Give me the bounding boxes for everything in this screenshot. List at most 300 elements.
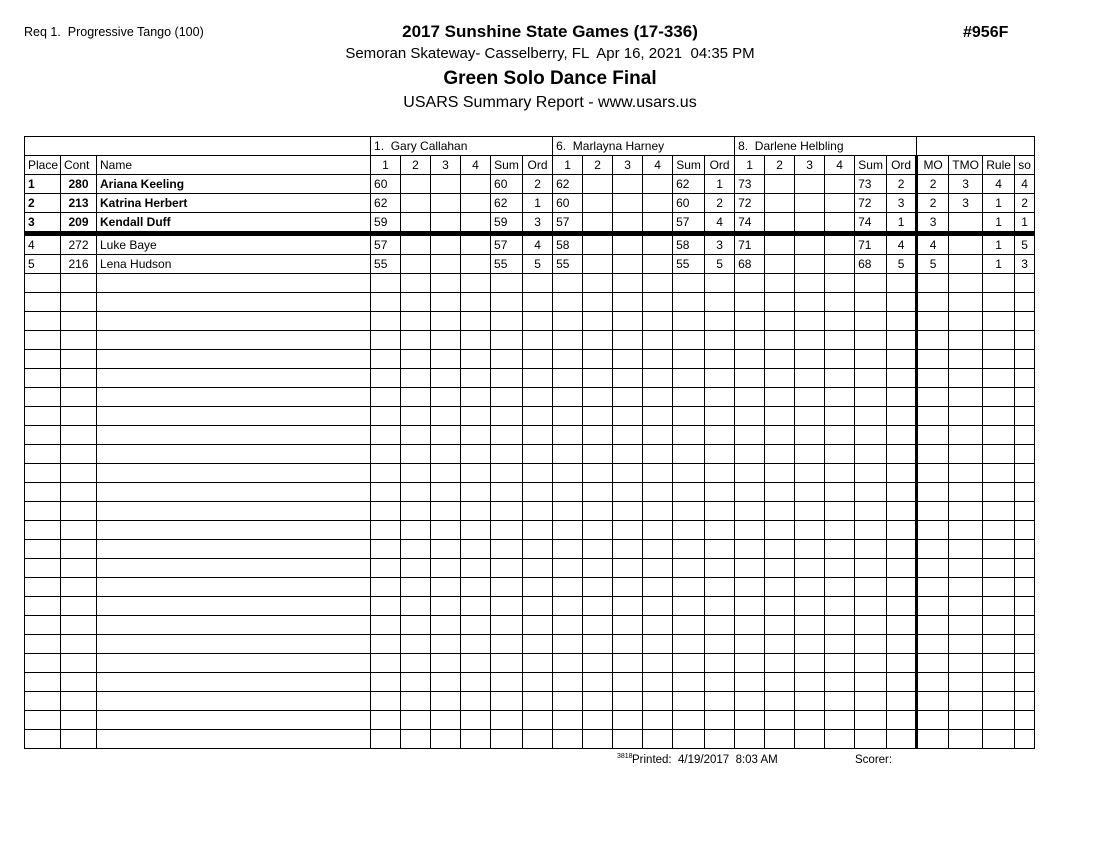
empty-cell	[825, 293, 855, 312]
empty-cell	[523, 312, 553, 331]
cell-j2-score2	[583, 194, 613, 213]
empty-cell	[401, 483, 431, 502]
cell-mo: 4	[917, 234, 949, 255]
empty-cell	[887, 483, 917, 502]
cell-j3-score1: 74	[735, 213, 765, 234]
empty-cell	[401, 464, 431, 483]
empty-cell	[61, 350, 97, 369]
cell-j1-score4	[461, 175, 491, 194]
empty-cell	[949, 559, 983, 578]
empty-cell	[553, 369, 583, 388]
empty-cell	[613, 635, 643, 654]
empty-cell	[401, 559, 431, 578]
empty-cell	[705, 616, 735, 635]
empty-cell	[431, 388, 461, 407]
empty-cell	[523, 616, 553, 635]
empty-cell	[523, 293, 553, 312]
empty-cell	[25, 502, 61, 521]
empty-cell	[917, 293, 949, 312]
empty-cell	[25, 578, 61, 597]
empty-cell	[643, 540, 673, 559]
empty-row	[25, 578, 1035, 597]
empty-row	[25, 312, 1035, 331]
empty-cell	[765, 673, 795, 692]
empty-cell	[583, 521, 613, 540]
empty-cell	[1015, 711, 1035, 730]
empty-cell	[431, 654, 461, 673]
empty-cell	[643, 483, 673, 502]
empty-cell	[97, 331, 371, 350]
empty-cell	[825, 559, 855, 578]
empty-cell	[613, 673, 643, 692]
empty-cell	[401, 578, 431, 597]
empty-cell	[673, 673, 705, 692]
empty-cell	[795, 654, 825, 673]
empty-cell	[97, 483, 371, 502]
empty-cell	[825, 350, 855, 369]
col-header-j3-ord: Ord	[887, 156, 917, 175]
cell-mo: 2	[917, 194, 949, 213]
empty-cell	[25, 426, 61, 445]
report-type-line: USARS Summary Report - www.usars.us	[403, 94, 697, 111]
empty-cell	[949, 502, 983, 521]
empty-cell	[855, 483, 887, 502]
empty-cell	[643, 331, 673, 350]
empty-cell	[643, 369, 673, 388]
empty-cell	[461, 673, 491, 692]
empty-cell	[401, 711, 431, 730]
empty-cell	[401, 540, 431, 559]
empty-cell	[401, 407, 431, 426]
empty-cell	[949, 274, 983, 293]
empty-cell	[371, 426, 401, 445]
empty-cell	[705, 331, 735, 350]
empty-cell	[431, 578, 461, 597]
cell-j3-score3	[795, 194, 825, 213]
empty-cell	[949, 350, 983, 369]
empty-cell	[553, 502, 583, 521]
cell-j1-score4	[461, 255, 491, 274]
judge-row-right-spacer	[917, 137, 1035, 156]
cell-j1-score2	[401, 234, 431, 255]
empty-row	[25, 654, 1035, 673]
cell-j2-score1: 57	[553, 213, 583, 234]
empty-cell	[491, 369, 523, 388]
empty-cell	[1015, 388, 1035, 407]
cell-name: Luke Baye	[97, 234, 371, 255]
empty-cell	[735, 502, 765, 521]
empty-cell	[371, 559, 401, 578]
empty-cell	[613, 578, 643, 597]
empty-cell	[553, 350, 583, 369]
empty-cell	[583, 407, 613, 426]
empty-cell	[887, 293, 917, 312]
empty-cell	[643, 521, 673, 540]
empty-cell	[795, 426, 825, 445]
cell-j2-score3	[613, 255, 643, 274]
empty-cell	[917, 502, 949, 521]
cell-j1-sum: 55	[491, 255, 523, 274]
empty-cell	[949, 407, 983, 426]
empty-cell	[705, 654, 735, 673]
empty-cell	[705, 350, 735, 369]
empty-cell	[643, 426, 673, 445]
empty-cell	[765, 502, 795, 521]
report-code: #956F	[963, 24, 1009, 41]
cell-place: 4	[25, 234, 61, 255]
empty-cell	[855, 521, 887, 540]
empty-cell	[461, 730, 491, 749]
empty-cell	[371, 673, 401, 692]
empty-cell	[461, 654, 491, 673]
cell-j1-score2	[401, 175, 431, 194]
empty-cell	[795, 635, 825, 654]
empty-cell	[553, 388, 583, 407]
empty-cell	[765, 730, 795, 749]
cell-rule: 1	[983, 194, 1015, 213]
empty-cell	[371, 711, 401, 730]
empty-cell	[643, 350, 673, 369]
empty-cell	[553, 692, 583, 711]
empty-cell	[431, 502, 461, 521]
empty-cell	[401, 502, 431, 521]
cell-j2-score4	[643, 213, 673, 234]
empty-cell	[855, 730, 887, 749]
empty-cell	[491, 388, 523, 407]
empty-cell	[855, 388, 887, 407]
empty-cell	[983, 293, 1015, 312]
empty-cell	[887, 502, 917, 521]
empty-cell	[855, 654, 887, 673]
empty-cell	[491, 711, 523, 730]
cell-j1-score4	[461, 213, 491, 234]
printed-timestamp: Printed: 4/19/2017 8:03 AM	[632, 754, 778, 766]
empty-cell	[61, 730, 97, 749]
cell-j2-sum: 62	[673, 175, 705, 194]
empty-cell	[25, 407, 61, 426]
empty-cell	[887, 369, 917, 388]
cell-j2-score3	[613, 194, 643, 213]
empty-cell	[371, 502, 401, 521]
empty-cell	[97, 711, 371, 730]
empty-cell	[983, 331, 1015, 350]
cell-j3-score1: 72	[735, 194, 765, 213]
empty-cell	[553, 312, 583, 331]
column-header-row	[25, 156, 1035, 175]
empty-cell	[673, 502, 705, 521]
empty-cell	[553, 445, 583, 464]
requirement-label: Req 1. Progressive Tango (100)	[24, 25, 204, 39]
empty-cell	[25, 673, 61, 692]
empty-cell	[613, 692, 643, 711]
empty-cell	[949, 692, 983, 711]
empty-cell	[61, 597, 97, 616]
empty-cell	[97, 388, 371, 407]
empty-cell	[735, 578, 765, 597]
empty-cell	[613, 388, 643, 407]
empty-cell	[673, 445, 705, 464]
col-header-j2-3: 3	[613, 156, 643, 175]
empty-cell	[553, 464, 583, 483]
empty-cell	[887, 464, 917, 483]
cell-j3-score4	[825, 234, 855, 255]
empty-cell	[523, 673, 553, 692]
empty-cell	[401, 616, 431, 635]
empty-cell	[983, 521, 1015, 540]
cell-j3-ord: 3	[887, 194, 917, 213]
cell-mo: 2	[917, 175, 949, 194]
empty-cell	[735, 597, 765, 616]
cell-cont: 216	[61, 255, 97, 274]
empty-cell	[949, 540, 983, 559]
cell-j1-score1: 60	[371, 175, 401, 194]
empty-cell	[491, 673, 523, 692]
empty-cell	[825, 578, 855, 597]
empty-cell	[61, 540, 97, 559]
empty-cell	[765, 350, 795, 369]
empty-cell	[25, 369, 61, 388]
empty-cell	[25, 692, 61, 711]
empty-cell	[523, 369, 553, 388]
empty-cell	[887, 692, 917, 711]
empty-cell	[25, 331, 61, 350]
cell-j3-sum: 73	[855, 175, 887, 194]
empty-cell	[491, 445, 523, 464]
empty-cell	[1015, 730, 1035, 749]
empty-cell	[25, 464, 61, 483]
col-header-j3-3: 3	[795, 156, 825, 175]
empty-cell	[825, 711, 855, 730]
empty-cell	[643, 730, 673, 749]
empty-cell	[491, 426, 523, 445]
col-header-j3-4: 4	[825, 156, 855, 175]
empty-cell	[855, 673, 887, 692]
empty-cell	[917, 369, 949, 388]
cell-j2-score2	[583, 234, 613, 255]
empty-cell	[983, 312, 1015, 331]
empty-cell	[855, 597, 887, 616]
empty-cell	[613, 654, 643, 673]
empty-cell	[613, 597, 643, 616]
empty-cell	[491, 293, 523, 312]
empty-cell	[97, 673, 371, 692]
empty-cell	[523, 331, 553, 350]
col-header-j2-sum: Sum	[673, 156, 705, 175]
empty-cell	[1015, 293, 1035, 312]
empty-cell	[401, 673, 431, 692]
empty-cell	[491, 483, 523, 502]
empty-cell	[917, 673, 949, 692]
col-header-rule: Rule	[983, 156, 1015, 175]
empty-cell	[613, 502, 643, 521]
empty-cell	[949, 312, 983, 331]
empty-cell	[431, 616, 461, 635]
empty-cell	[431, 274, 461, 293]
empty-cell	[643, 673, 673, 692]
empty-cell	[765, 711, 795, 730]
empty-cell	[461, 578, 491, 597]
cell-j1-score4	[461, 234, 491, 255]
cell-j1-score1: 62	[371, 194, 401, 213]
empty-cell	[949, 654, 983, 673]
empty-cell	[1015, 616, 1035, 635]
empty-cell	[983, 692, 1015, 711]
empty-cell	[371, 407, 401, 426]
empty-cell	[431, 331, 461, 350]
empty-cell	[491, 616, 523, 635]
empty-cell	[25, 540, 61, 559]
empty-cell	[613, 559, 643, 578]
empty-cell	[795, 388, 825, 407]
scorer-label: Scorer:	[855, 754, 893, 766]
cell-tmo: 3	[949, 175, 983, 194]
empty-cell	[523, 692, 553, 711]
empty-cell	[401, 654, 431, 673]
empty-cell	[25, 274, 61, 293]
empty-cell	[491, 274, 523, 293]
empty-cell	[461, 483, 491, 502]
empty-cell	[523, 388, 553, 407]
empty-cell	[949, 730, 983, 749]
cell-tmo: 3	[949, 194, 983, 213]
empty-cell	[795, 502, 825, 521]
cell-j2-ord: 5	[705, 255, 735, 274]
result-row	[25, 213, 1035, 234]
empty-cell	[949, 388, 983, 407]
cell-j3-score2	[765, 213, 795, 234]
empty-cell	[795, 407, 825, 426]
cell-j2-score3	[613, 213, 643, 234]
empty-cell	[461, 711, 491, 730]
empty-cell	[855, 464, 887, 483]
empty-cell	[735, 426, 765, 445]
empty-cell	[795, 597, 825, 616]
empty-cell	[431, 521, 461, 540]
empty-cell	[705, 540, 735, 559]
empty-cell	[583, 502, 613, 521]
empty-cell	[735, 673, 765, 692]
empty-cell	[765, 369, 795, 388]
empty-cell	[61, 616, 97, 635]
empty-cell	[825, 445, 855, 464]
empty-cell	[825, 654, 855, 673]
empty-cell	[1015, 483, 1035, 502]
empty-cell	[613, 426, 643, 445]
empty-cell	[983, 711, 1015, 730]
empty-cell	[765, 616, 795, 635]
empty-cell	[523, 540, 553, 559]
empty-cell	[825, 312, 855, 331]
empty-cell	[855, 559, 887, 578]
empty-cell	[917, 312, 949, 331]
empty-cell	[825, 464, 855, 483]
empty-cell	[583, 730, 613, 749]
empty-row	[25, 464, 1035, 483]
cell-j3-score1: 73	[735, 175, 765, 194]
cell-cont: 213	[61, 194, 97, 213]
empty-cell	[371, 331, 401, 350]
empty-cell	[949, 711, 983, 730]
empty-cell	[583, 673, 613, 692]
empty-cell	[983, 673, 1015, 692]
empty-cell	[1015, 635, 1035, 654]
empty-cell	[765, 293, 795, 312]
empty-cell	[491, 597, 523, 616]
empty-cell	[735, 312, 765, 331]
cell-j1-score1: 55	[371, 255, 401, 274]
col-header-tmo: TMO	[949, 156, 983, 175]
empty-cell	[887, 388, 917, 407]
results-table	[24, 136, 1035, 749]
empty-cell	[523, 597, 553, 616]
empty-cell	[461, 502, 491, 521]
empty-cell	[61, 331, 97, 350]
cell-tmo	[949, 234, 983, 255]
empty-cell	[983, 502, 1015, 521]
col-header-j1-ord: Ord	[523, 156, 553, 175]
empty-cell	[705, 578, 735, 597]
cell-place: 5	[25, 255, 61, 274]
cell-j3-score4	[825, 213, 855, 234]
empty-cell	[795, 350, 825, 369]
empty-cell	[735, 369, 765, 388]
empty-cell	[371, 483, 401, 502]
empty-cell	[97, 540, 371, 559]
empty-cell	[795, 730, 825, 749]
empty-cell	[855, 616, 887, 635]
cell-so: 4	[1015, 175, 1035, 194]
empty-cell	[917, 559, 949, 578]
empty-cell	[949, 426, 983, 445]
empty-cell	[1015, 578, 1035, 597]
event-title: Green Solo Dance Final	[443, 68, 657, 89]
col-header-j3-2: 2	[765, 156, 795, 175]
cell-cont: 272	[61, 234, 97, 255]
cell-name: Lena Hudson	[97, 255, 371, 274]
empty-cell	[61, 369, 97, 388]
col-header-j2-4: 4	[643, 156, 673, 175]
empty-cell	[491, 654, 523, 673]
empty-cell	[917, 635, 949, 654]
cell-j3-score2	[765, 175, 795, 194]
empty-cell	[643, 616, 673, 635]
cell-j3-score3	[795, 234, 825, 255]
empty-cell	[461, 616, 491, 635]
empty-row	[25, 521, 1035, 540]
cell-j2-ord: 3	[705, 234, 735, 255]
empty-cell	[765, 445, 795, 464]
empty-cell	[613, 730, 643, 749]
empty-cell	[401, 426, 431, 445]
empty-cell	[25, 312, 61, 331]
empty-cell	[613, 312, 643, 331]
empty-cell	[1015, 464, 1035, 483]
empty-cell	[461, 407, 491, 426]
empty-cell	[1015, 597, 1035, 616]
empty-cell	[431, 597, 461, 616]
empty-cell	[613, 369, 643, 388]
col-header-name: Name	[97, 156, 371, 175]
result-row	[25, 175, 1035, 194]
cell-j1-ord: 2	[523, 175, 553, 194]
cell-j2-score1: 58	[553, 234, 583, 255]
cell-j2-score4	[643, 175, 673, 194]
empty-cell	[795, 692, 825, 711]
col-header-j1-3: 3	[431, 156, 461, 175]
empty-cell	[949, 331, 983, 350]
col-header-cont: Cont	[61, 156, 97, 175]
empty-cell	[795, 578, 825, 597]
